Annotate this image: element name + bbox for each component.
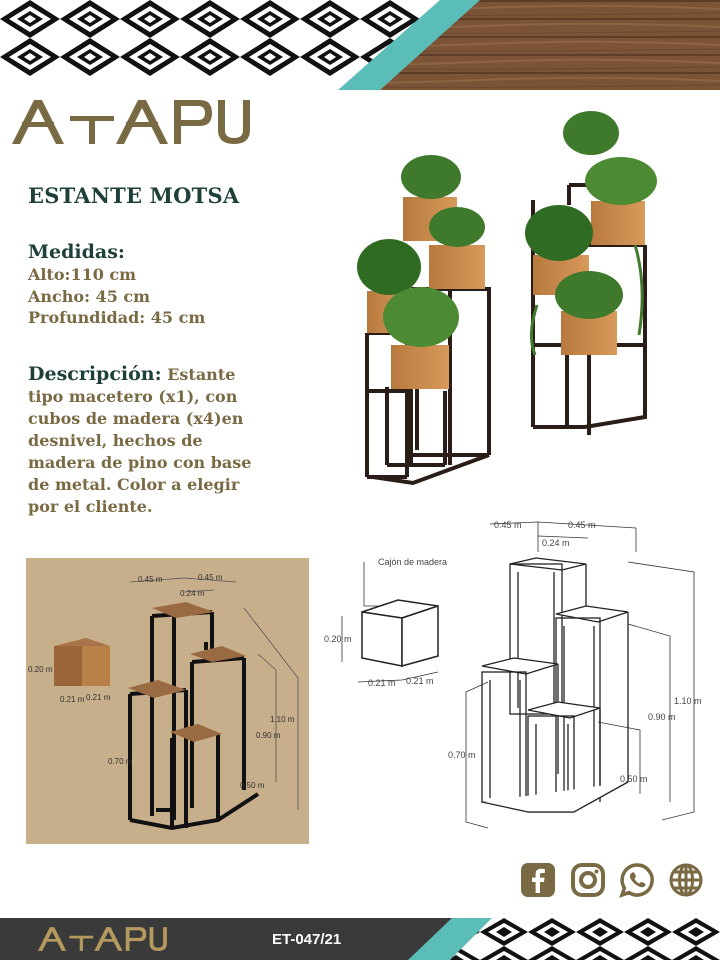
- measures-heading: Medidas:: [28, 241, 125, 263]
- render-dim-box-w2: 0.21 m: [86, 693, 111, 702]
- render-dim-w1: 0.45 m: [138, 575, 163, 584]
- diagram-dim-w2: 0.45 m: [568, 520, 596, 530]
- render-dim-box-w1: 0.21 m: [60, 695, 85, 704]
- measure-width: Ancho: 45 cm: [28, 286, 151, 306]
- product-code: ET-047/21: [272, 931, 342, 948]
- footer-logo: [38, 924, 168, 954]
- whatsapp-icon[interactable]: [619, 862, 655, 898]
- diagram-dim-box-w2: 0.21 m: [406, 676, 434, 686]
- render-dim-h-left: 0.70 m: [108, 757, 133, 766]
- globe-icon[interactable]: [668, 862, 704, 898]
- render-dim-box-h: 0.20 m: [28, 665, 53, 674]
- render-dim-h-low: 0.50 m: [240, 781, 265, 790]
- facebook-icon[interactable]: [520, 862, 556, 898]
- render-dim-w2: 0.45 m: [198, 573, 223, 582]
- render-dim-h-mid: 0.90 m: [256, 731, 281, 740]
- description-heading: Descripción:: [28, 363, 162, 385]
- render-frame: [130, 610, 258, 828]
- diagram-dim-h-left: 0.70 m: [448, 750, 476, 760]
- render-image: [26, 558, 309, 844]
- dimension-diagram: [318, 512, 720, 842]
- product-photo: [345, 105, 720, 500]
- measures-block: [28, 240, 328, 329]
- render-dim-h-total: 1.10 m: [270, 715, 295, 724]
- render-dim-w3: 0.24 m: [180, 589, 205, 598]
- diagram-dim-box-w1: 0.21 m: [368, 678, 396, 688]
- diagram-frame: [482, 558, 628, 812]
- measure-height: Alto:110 cm: [28, 265, 137, 284]
- diagram-box-label: Cajón de madera: [378, 557, 448, 567]
- diagram-dim-h-total: 1.10 m: [674, 696, 702, 706]
- diagram-dim-w3: 0.24 m: [542, 538, 570, 548]
- instagram-icon[interactable]: [570, 862, 606, 898]
- diagram-dim-h-low: 0.50 m: [620, 774, 648, 784]
- diagram-dim-h-mid: 0.90 m: [648, 712, 676, 722]
- top-banner: [0, 0, 720, 90]
- brand-logo: [12, 96, 252, 148]
- description-block: [28, 363, 260, 518]
- diagram-dim-w1: 0.45 m: [494, 520, 522, 530]
- measure-depth: Profundidad: 45 cm: [28, 308, 206, 327]
- footer: [0, 918, 720, 960]
- render-cube: [54, 638, 110, 686]
- description-text: Estante tipo macetero (x1), con cubos de madera (x4)en desnivel, hechos de madera de pino con base de metal. Color a elegir por el cliente.: [28, 365, 252, 516]
- product-title: ESTANTE MOTSA: [28, 183, 240, 208]
- diagram-dim-box-h: 0.20 m: [324, 634, 352, 644]
- diagram-box: [362, 600, 438, 666]
